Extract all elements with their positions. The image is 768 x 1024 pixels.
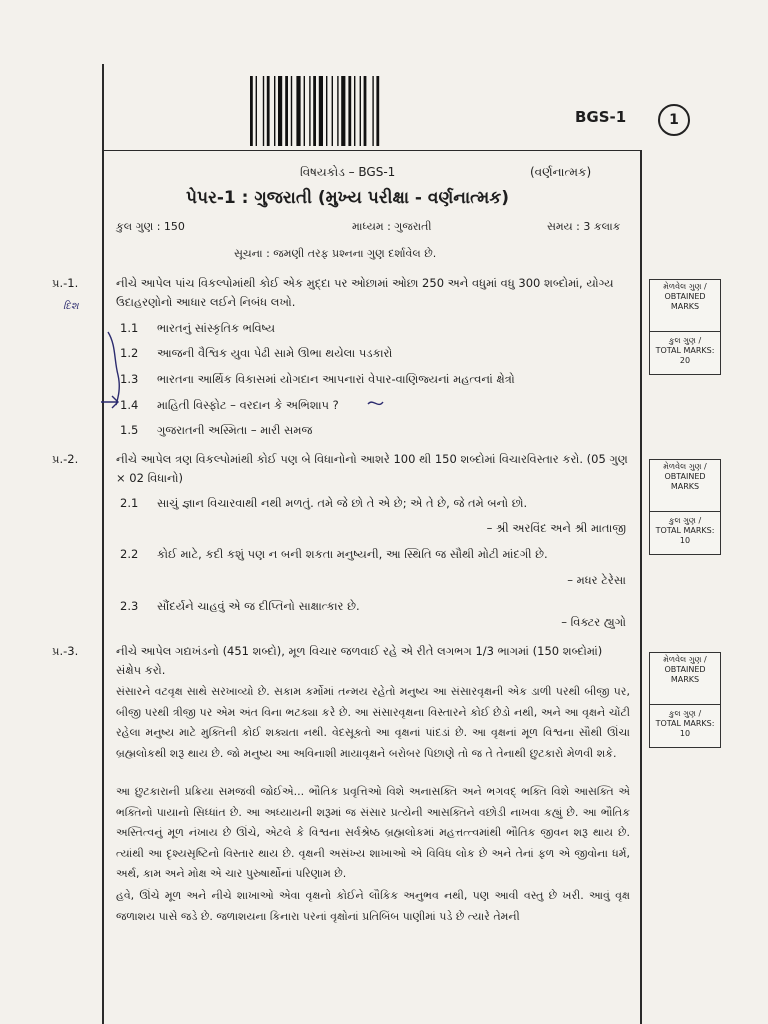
- option-text: ગુજરાતની અસ્મિતા – મારી સમજ: [157, 423, 313, 437]
- total-label-en: TOTAL MARKS: 10: [655, 719, 715, 738]
- total-label-gu: કુલ ગુણ /: [668, 516, 702, 525]
- total-label-gu: કુલ ગુણ /: [668, 709, 702, 718]
- total-label-en: TOTAL MARKS: 20: [655, 346, 715, 365]
- question-number: પ્ર.-2.: [52, 452, 79, 466]
- option-number: 1.1: [120, 321, 139, 335]
- total-marks-label: કુલ ગુણ : 150: [116, 220, 185, 233]
- descriptive-tag: (વર્ણનાત્મક): [530, 165, 592, 179]
- question-number: પ્ર.-1.: [52, 276, 79, 290]
- option-number: 1.5: [120, 423, 139, 437]
- option-number: 1.3: [120, 372, 139, 386]
- option-number: 2.2: [120, 547, 139, 561]
- total-label-gu: કુલ ગુણ /: [668, 336, 702, 345]
- option-text: કોઈ માટે, કદી કશું પણ ન બની શકતા મનુષ્યની, આ સ્થિતિ જ સૌથી મોટી માંદગી છે.: [157, 547, 548, 561]
- quote-author: – વિક્ટર હ્યુગો: [561, 615, 626, 629]
- question-text: નીચે આપેલ ત્રણ વિકલ્પોમાંથી કોઈ પણ બે વિધાનોનો આશરે 100 થી 150 શબ્દોમાં વિચારવિસ્તાર કરો. (05 ગુણ × 02 વિધાનો): [116, 452, 628, 485]
- obtained-label-gu: મેળવેલ ગુણ /: [663, 282, 707, 291]
- obtained-label-gu: મેળવેલ ગુણ /: [663, 655, 707, 664]
- option-text: આજની વૈશ્વિક યુવા પેઢી સામે ઊભા થયેલા પડકારો: [157, 346, 393, 360]
- obtained-label-en: OBTAINED MARKS: [664, 472, 706, 491]
- obtained-label-gu: મેળવેલ ગુણ /: [663, 462, 707, 471]
- quote-author: – મધર ટેરેસા: [567, 573, 626, 587]
- option-text: ભારતના આર્થિક વિકાસમાં યોગદાન આપનારાં વેપાર-વાણિજ્યનાં મહત્વનાં ક્ષેત્રો: [157, 372, 515, 386]
- obtained-label-en: OBTAINED MARKS: [664, 292, 706, 311]
- obtained-label-en: OBTAINED MARKS: [664, 665, 706, 684]
- option-text: સાચું જ્ઞાન વિચારવાથી નથી મળતું. તમે જે છો તે એ છે; એ તે છે, જે તમે બનો છો.: [157, 496, 528, 510]
- instruction-line: સૂચના : જમણી તરફ પ્રશ્નના ગુણ દર્શાવેલ છે.: [234, 247, 437, 260]
- passage-paragraph: હવે, ઊંચે મૂળ અને નીચે શાખાઓ એવા વૃક્ષનો કોઈને લૌકિક અનુભવ નથી, પણ આવી વસ્તુ છે ખરી. આવું વૃક્ષ જળાશય પાસે જડે છે. જળાશયના કિનારા પરનાં વૃક્ષોનાં પ્રતિબિંબ પાણીમાં પડે છે ત્યારે તેમની: [116, 889, 630, 923]
- option-text: સૌંદર્યને ચાહવું એ જ દીપ્તિનો સાક્ષાત્કાર છે.: [157, 599, 360, 613]
- margin-scribble: દિશ: [63, 301, 79, 312]
- page-number-circle: 1: [658, 104, 690, 136]
- paper-code-label: BGS-1: [575, 108, 627, 126]
- quote-author: – શ્રી અરવિંદ અને શ્રી માતાજી: [486, 521, 626, 535]
- option-number: 2.3: [120, 599, 139, 613]
- time-label: સમય : 3 કલાક: [547, 220, 621, 233]
- question-text: નીચે આપેલ ગદ્યખંડનો (451 શબ્દો), મૂળ વિચાર જળવાઈ રહે એ રીતે લગભગ 1/3 ભાગમાં (150 શબ્દોમાં) સંક્ષેપ કરો.: [116, 644, 603, 677]
- total-label-en: TOTAL MARKS: 10: [655, 526, 715, 545]
- question-number: પ્ર.-3.: [52, 644, 79, 658]
- paper-title: પેપર-1 : ગુજરાતી (મુખ્ય પરીક્ષા - વર્ણનાત્મક): [186, 188, 510, 208]
- option-number: 2.1: [120, 496, 139, 510]
- option-text: ભારતનું સાંસ્કૃતિક ભવિષ્ય: [157, 321, 276, 335]
- option-text: માહિતી વિસ્ફોટ – વરદાન કે અભિશાપ ?: [157, 398, 339, 412]
- option-number: 1.4: [120, 398, 139, 412]
- passage-paragraph: આ છુટકારાની પ્રક્રિયા સમજવી જોઈએ... ભૌતિક પ્રવૃત્તિઓ વિશે અનાસક્તિ અને ભગવદ્ ભક્તિ વિશે આસક્તિ એ ભક્તિનો પાયાનો સિધ્ધાંત છે. આ અધ્યાયની શરૂમાં જ સંસાર પ્રત્યેની આસક્તિને વછોડી નાખવા કહ્યું છે. આ ભૌતિક અસ્તિત્વનું મૂળ નંખાય છે ઊંચે, એટલે કે વિશ્વના સર્વશ્રેષ્ઠ બ્રહ્મલોકમાં મહત્તત્ત્વમાંથી ભૌતિક જીવન શરૂ થાય છે. ત્યાંથી આ દૃશ્યસૃષ્ટિનો વિસ્તાર થાય છે. વૃક્ષની અસંખ્ય શાખાઓ એ વિવિધ લોક છે અને તેનાં ફળ એ જીવોના ધર્મ, અર્થ, કામ અને મોક્ષ એ ચાર પુરુષાર્થોનાં પરિણામ છે.: [116, 785, 630, 880]
- question-text: નીચે આપેલ પાંચ વિકલ્પોમાંથી કોઈ એક મુદ્દા પર ઓછામાં ઓછા 250 અને વધુમાં વધુ 300 શબ્દોમાં, યોગ્ય ઉદાહરણોનો આધાર લઈને નિબંધ લખો.: [116, 276, 614, 309]
- option-number: 1.2: [120, 346, 139, 360]
- medium-label: માધ્યમ : ગુજરાતી: [352, 220, 432, 233]
- subject-code-line: વિષયકોડ – BGS-1: [300, 165, 396, 179]
- passage-paragraph: સંસારને વટવૃક્ષ સાથે સરખાવ્યો છે. સકામ કર્મોમાં તન્મય રહેતો મનુષ્ય આ સંસારવૃક્ષની એક ડાળી પરથી બીજી પર, બીજી પરથી ત્રીજી પર એમ અંત વિના ભટક્યા કરે છે. આ સંસારવૃક્ષના વિસ્તારને કોઈ છેડો નથી, અને આ વૃક્ષને ચોંટી રહેલા મનુષ્ય માટે મુક્તિની કોઈ શક્યતા નથી. વેદસૂક્તો આ વૃક્ષનાં પાંદડાં છે. આ વૃક્ષનાં મૂળ વિશ્વના સૌથી ઊંચા બ્રહ્મલોકથી શરૂ થાય છે. જો મનુષ્ય આ અવિનાશી માયાવૃક્ષને બરોબર પિછાણે તો જ તે તેનાથી છુટકારો મેળવી શકે.: [116, 685, 630, 760]
